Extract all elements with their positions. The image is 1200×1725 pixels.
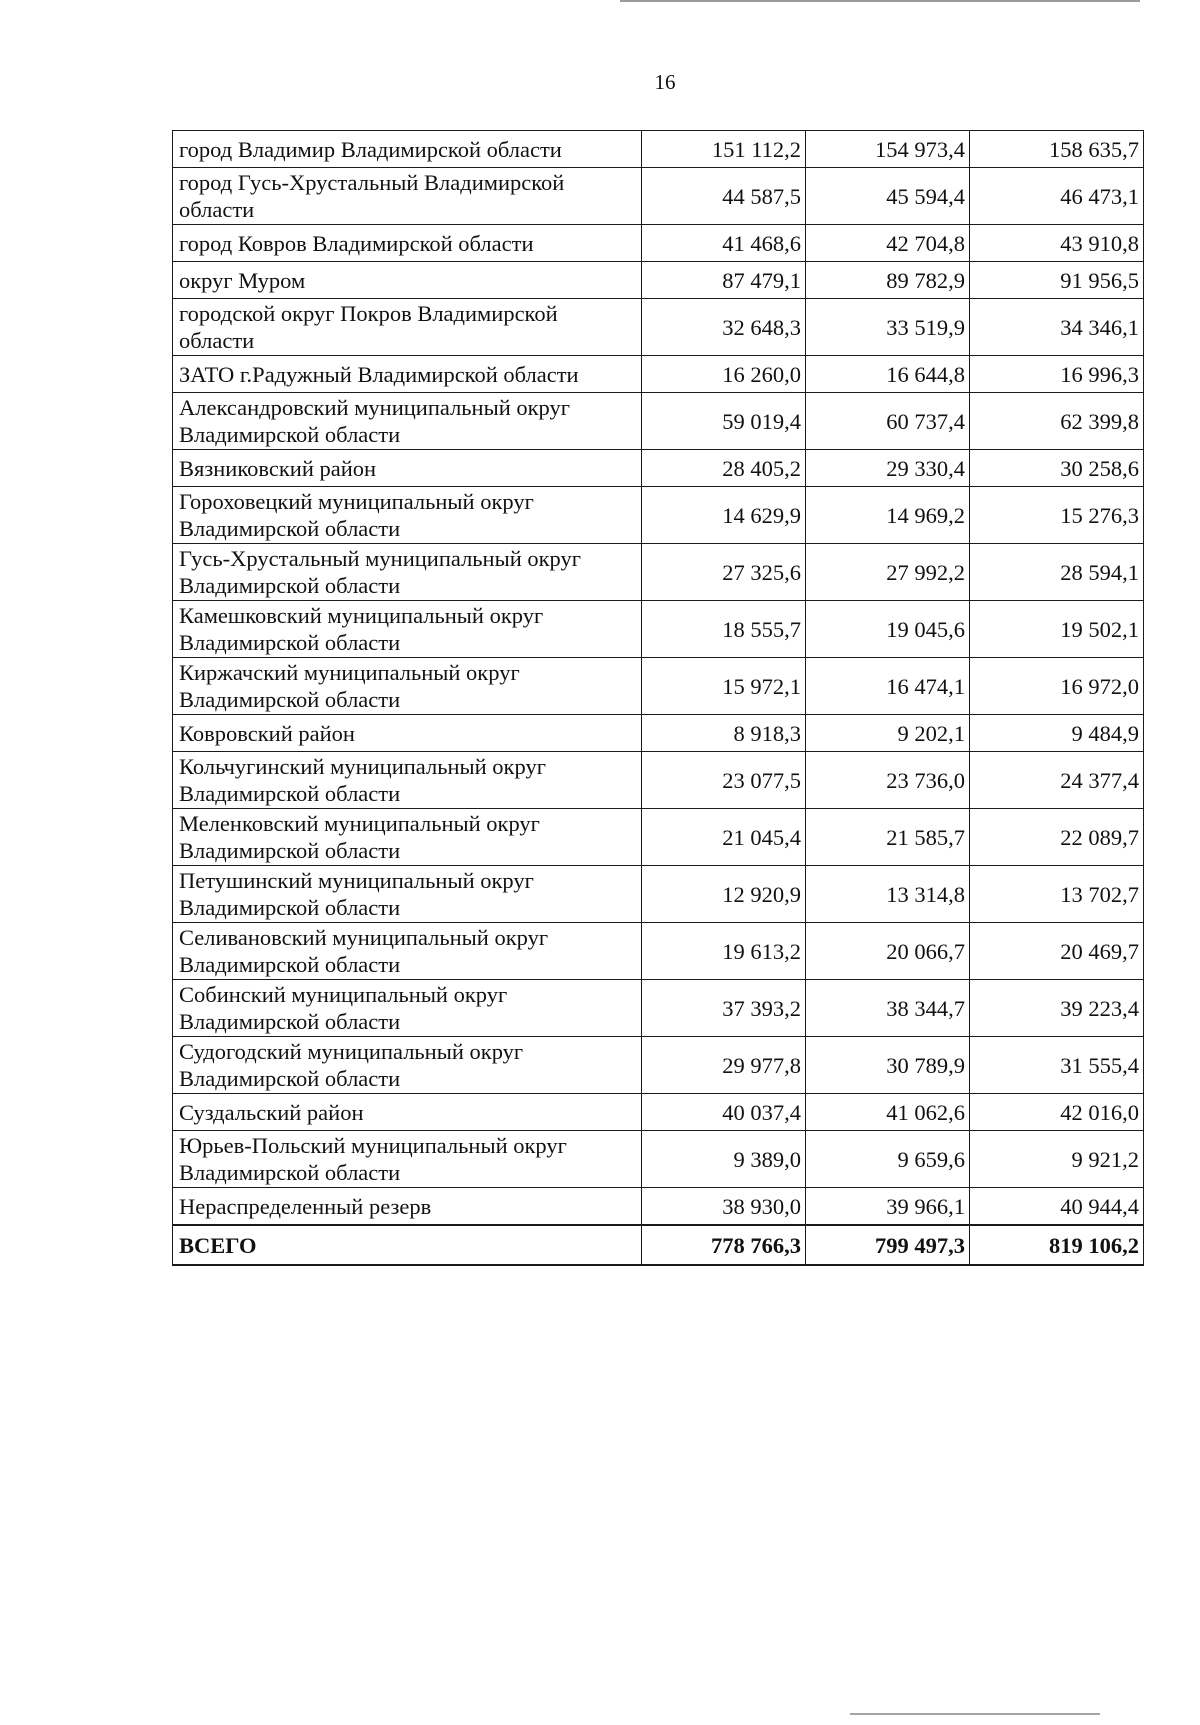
table-row	[173, 131, 1144, 168]
row-name: Суздальский район	[173, 1094, 642, 1131]
page-number: 16	[654, 70, 676, 94]
row-value: 23 077,5	[642, 752, 806, 809]
row-value: 9 921,2	[970, 1131, 1144, 1188]
total-value: 799 497,3	[806, 1225, 970, 1265]
row-value: 39 223,4	[970, 980, 1144, 1037]
budget-table-body	[173, 131, 1144, 1266]
row-name: городской округ Покров Владимирской области	[173, 299, 642, 356]
row-value: 87 479,1	[642, 262, 806, 299]
table-row	[173, 809, 1144, 866]
row-name: Селивановский муниципальный округ Владимирской области	[173, 923, 642, 980]
row-name: Киржачский муниципальный округ Владимирской области	[173, 658, 642, 715]
row-name: город Ковров Владимирской области	[173, 225, 642, 262]
row-value: 20 469,7	[970, 923, 1144, 980]
row-value: 39 966,1	[806, 1188, 970, 1226]
table-row	[173, 1037, 1144, 1094]
row-value: 9 202,1	[806, 715, 970, 752]
row-value: 31 555,4	[970, 1037, 1144, 1094]
row-value: 158 635,7	[970, 131, 1144, 168]
table-row	[173, 980, 1144, 1037]
row-value: 42 016,0	[970, 1094, 1144, 1131]
row-value: 12 920,9	[642, 866, 806, 923]
row-value: 21 045,4	[642, 809, 806, 866]
row-value: 16 260,0	[642, 356, 806, 393]
row-value: 30 258,6	[970, 450, 1144, 487]
total-label: ВСЕГО	[173, 1225, 642, 1265]
scan-edge-bottom	[850, 1713, 1100, 1715]
row-name: город Гусь-Хрустальный Владимирской области	[173, 168, 642, 225]
table-row	[173, 752, 1144, 809]
row-value: 9 389,0	[642, 1131, 806, 1188]
total-value: 819 106,2	[970, 1225, 1144, 1265]
row-value: 20 066,7	[806, 923, 970, 980]
table-row	[173, 299, 1144, 356]
row-value: 29 330,4	[806, 450, 970, 487]
row-value: 29 977,8	[642, 1037, 806, 1094]
row-value: 32 648,3	[642, 299, 806, 356]
row-name: Ковровский район	[173, 715, 642, 752]
row-value: 9 659,6	[806, 1131, 970, 1188]
row-value: 16 644,8	[806, 356, 970, 393]
table-row	[173, 715, 1144, 752]
row-value: 42 704,8	[806, 225, 970, 262]
row-name: Нераспределенный резерв	[173, 1188, 642, 1226]
row-name: Гусь-Хрустальный муниципальный округ Владимирской области	[173, 544, 642, 601]
row-value: 15 972,1	[642, 658, 806, 715]
row-value: 38 344,7	[806, 980, 970, 1037]
row-name: Судогодский муниципальный округ Владимирской области	[173, 1037, 642, 1094]
table-row	[173, 393, 1144, 450]
row-name: Юрьев-Польский муниципальный округ Владимирской области	[173, 1131, 642, 1188]
row-value: 22 089,7	[970, 809, 1144, 866]
table-row	[173, 601, 1144, 658]
row-name: Собинский муниципальный округ Владимирской области	[173, 980, 642, 1037]
row-name: Вязниковский район	[173, 450, 642, 487]
row-value: 43 910,8	[970, 225, 1144, 262]
table-row	[173, 168, 1144, 225]
row-value: 91 956,5	[970, 262, 1144, 299]
table-row	[173, 450, 1144, 487]
total-row	[173, 1225, 1144, 1265]
row-value: 62 399,8	[970, 393, 1144, 450]
budget-table	[172, 130, 1144, 1266]
total-value: 778 766,3	[642, 1225, 806, 1265]
row-value: 37 393,2	[642, 980, 806, 1037]
row-value: 24 377,4	[970, 752, 1144, 809]
row-value: 28 594,1	[970, 544, 1144, 601]
row-value: 16 972,0	[970, 658, 1144, 715]
table-row	[173, 866, 1144, 923]
row-name: ЗАТО г.Радужный Владимирской области	[173, 356, 642, 393]
row-value: 9 484,9	[970, 715, 1144, 752]
row-value: 21 585,7	[806, 809, 970, 866]
row-value: 41 468,6	[642, 225, 806, 262]
row-value: 154 973,4	[806, 131, 970, 168]
table-row	[173, 1094, 1144, 1131]
row-value: 59 019,4	[642, 393, 806, 450]
row-value: 14 969,2	[806, 487, 970, 544]
row-value: 46 473,1	[970, 168, 1144, 225]
row-value: 27 992,2	[806, 544, 970, 601]
row-name: Александровский муниципальный округ Владимирской области	[173, 393, 642, 450]
row-value: 60 737,4	[806, 393, 970, 450]
row-value: 19 613,2	[642, 923, 806, 980]
row-value: 15 276,3	[970, 487, 1144, 544]
table-row	[173, 658, 1144, 715]
table-row	[173, 356, 1144, 393]
row-value: 40 944,4	[970, 1188, 1144, 1226]
row-value: 89 782,9	[806, 262, 970, 299]
row-value: 45 594,4	[806, 168, 970, 225]
row-name: Гороховецкий муниципальный округ Владимирской области	[173, 487, 642, 544]
row-value: 16 996,3	[970, 356, 1144, 393]
row-name: Петушинский муниципальный округ Владимирской области	[173, 866, 642, 923]
row-value: 33 519,9	[806, 299, 970, 356]
table-row	[173, 1131, 1144, 1188]
row-value: 44 587,5	[642, 168, 806, 225]
scan-edge-top	[620, 0, 1140, 2]
row-value: 14 629,9	[642, 487, 806, 544]
row-value: 18 555,7	[642, 601, 806, 658]
row-value: 19 045,6	[806, 601, 970, 658]
table-row	[173, 923, 1144, 980]
row-value: 23 736,0	[806, 752, 970, 809]
row-value: 27 325,6	[642, 544, 806, 601]
row-value: 16 474,1	[806, 658, 970, 715]
row-value: 13 314,8	[806, 866, 970, 923]
row-value: 28 405,2	[642, 450, 806, 487]
row-value: 41 062,6	[806, 1094, 970, 1131]
table-row	[173, 225, 1144, 262]
table-row	[173, 1188, 1144, 1226]
row-value: 8 918,3	[642, 715, 806, 752]
row-value: 30 789,9	[806, 1037, 970, 1094]
row-value: 38 930,0	[642, 1188, 806, 1226]
row-name: Меленковский муниципальный округ Владимирской области	[173, 809, 642, 866]
row-name: Кольчугинский муниципальный округ Владимирской области	[173, 752, 642, 809]
row-value: 40 037,4	[642, 1094, 806, 1131]
table-row	[173, 544, 1144, 601]
table-row	[173, 487, 1144, 544]
row-name: округ Муром	[173, 262, 642, 299]
row-value: 34 346,1	[970, 299, 1144, 356]
row-value: 19 502,1	[970, 601, 1144, 658]
row-value: 151 112,2	[642, 131, 806, 168]
table-row	[173, 262, 1144, 299]
row-value: 13 702,7	[970, 866, 1144, 923]
row-name: Камешковский муниципальный округ Владимирской области	[173, 601, 642, 658]
row-name: город Владимир Владимирской области	[173, 131, 642, 168]
